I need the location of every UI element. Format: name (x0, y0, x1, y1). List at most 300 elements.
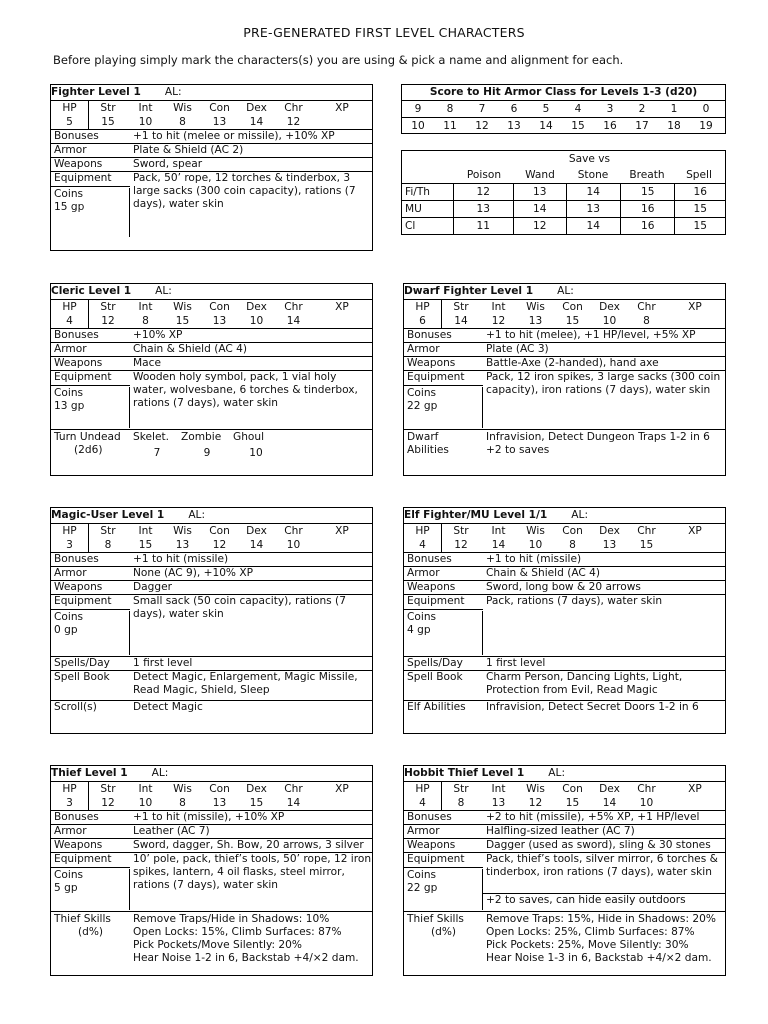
stat-value: 13 (491, 797, 506, 809)
row-label: Bonuses (407, 553, 452, 565)
stat-block (404, 781, 725, 810)
stat-value: 4 (51, 314, 89, 328)
ac-cell: 6 (510, 103, 518, 115)
alignment-label: AL: (571, 509, 589, 521)
thief-skill-line: Remove Traps: 15%, Hide in Shadows: 20% (486, 913, 716, 925)
row-value: Leather (AC 7) (133, 825, 210, 837)
thief-skill-line: Open Locks: 25%, Climb Surfaces: 87% (486, 926, 695, 938)
row-label: Scroll(s) (54, 701, 97, 713)
stat-header: Str (453, 783, 469, 795)
stat-value: 8 (457, 797, 465, 809)
equipment-value: Pack, rations (7 days), water skin (486, 595, 663, 607)
bonuses-row (51, 328, 372, 342)
stat-header: Int (138, 783, 153, 795)
alignment-label: AL: (557, 285, 574, 297)
stat-value: 10 (639, 797, 654, 809)
stat-value: 4 (404, 538, 442, 552)
row-value: +1 to hit (missile) (486, 553, 582, 565)
ac-cell: 7 (478, 103, 486, 115)
stat-header: Wis (173, 525, 192, 537)
coins-label: Coins (54, 611, 84, 623)
stat-block (404, 523, 725, 552)
hit-cell: 17 (635, 120, 649, 132)
armor-row (404, 824, 725, 838)
save-cell: 14 (567, 184, 621, 200)
coins-box (51, 387, 130, 428)
equipment-block (51, 594, 372, 656)
ac-cell: 8 (446, 103, 454, 115)
save-class: MU (402, 201, 454, 217)
row-label: Weapons (407, 581, 456, 593)
hit-cell: 16 (603, 120, 617, 132)
card-title: Cleric Level 1 (51, 285, 132, 297)
abilities-row (404, 700, 725, 714)
thief-skill-line: Pick Pockets/Move Silently: 20% (133, 939, 302, 951)
undead-type: Zombie (181, 431, 222, 443)
stat-header: HP (404, 782, 442, 796)
stat-header: Wis (173, 783, 192, 795)
stat-header: Int (138, 301, 153, 313)
row-value: +10% XP (133, 329, 183, 341)
row-value: Detect Magic (133, 701, 203, 713)
stat-value: 10 (138, 797, 153, 809)
thief-skills-label: Thief Skills (54, 913, 111, 925)
magic-user-card (50, 507, 373, 734)
stat-value: 13 (528, 315, 543, 327)
row-label: Bonuses (407, 811, 452, 823)
hit-cell: 18 (667, 120, 681, 132)
equipment-label: Equipment (404, 853, 483, 868)
row-value: Plate & Shield (AC 2) (133, 144, 244, 156)
ac-cell: 5 (542, 103, 550, 115)
thief-skills-row (51, 911, 372, 972)
stat-header: XP (335, 783, 349, 795)
row-label: Bonuses (54, 329, 99, 341)
save-cell: 13 (567, 201, 621, 217)
row-value: Detect Magic, Enlargement, Magic Missile, Read Magic, Shield, Sleep (133, 671, 358, 696)
alignment-label: AL: (155, 285, 172, 297)
row-value: Mace (133, 357, 161, 369)
save-cell: 14 (514, 201, 567, 217)
equipment-value: Wooden holy symbol, pack, 1 vial holy water, wolvesbane, 6 torches & tinderbox, rations (7 days), water skin (133, 371, 358, 409)
coins-box (404, 611, 483, 655)
coins-value: 5 gp (54, 882, 78, 894)
row-value: Sword, long bow & 20 arrows (486, 581, 641, 593)
bonuses-row (51, 552, 372, 566)
abilities-row (404, 429, 725, 463)
coins-label: Coins (54, 387, 84, 399)
page-intro: Before playing simply mark the characters(s) you are using & pick a name and alignment for each. (53, 53, 624, 67)
stat-value: 12 (528, 797, 543, 809)
row-label: Spell Book (407, 671, 463, 683)
undead-type: Skelet. (133, 431, 169, 443)
stat-header: Str (100, 301, 116, 313)
stat-header: XP (688, 783, 702, 795)
stat-header: Chr (637, 301, 656, 313)
stat-value: 10 (138, 116, 153, 128)
ac-cell: 2 (638, 103, 646, 115)
coins-label: Coins (54, 869, 84, 881)
coins-value: 15 gp (54, 201, 85, 213)
stat-value: 15 (249, 797, 264, 809)
stat-header: Int (491, 301, 506, 313)
stat-header: XP (335, 301, 349, 313)
fighter-card (50, 84, 373, 251)
stat-header: Con (209, 525, 230, 537)
ac-cell: 0 (702, 103, 710, 115)
save-cell: 13 (514, 184, 567, 200)
stat-value: 12 (212, 539, 227, 551)
equipment-label: Equipment (51, 371, 130, 386)
row-value: 1 first level (133, 657, 193, 669)
stat-value: 13 (602, 539, 617, 551)
stat-header: Dex (599, 301, 620, 313)
stat-header: HP (51, 524, 89, 538)
stat-header: Str (453, 301, 469, 313)
stat-header: XP (688, 525, 702, 537)
row-value: Battle-Axe (2-handed), hand axe (486, 357, 659, 369)
stat-header: Dex (246, 301, 267, 313)
save-cell: 15 (693, 220, 707, 232)
stat-block (404, 299, 725, 328)
stat-header: Chr (284, 102, 303, 114)
save-header: Stone (577, 169, 609, 181)
stat-header: Chr (637, 525, 656, 537)
hit-cell: 10 (411, 120, 425, 132)
stat-header: Dex (246, 525, 267, 537)
stat-value: 12 (454, 539, 468, 551)
scrolls-row (51, 700, 372, 714)
save-cell: 15 (621, 184, 675, 200)
stat-header: Str (453, 525, 469, 537)
stat-value: 15 (639, 539, 654, 551)
weapons-row (51, 838, 372, 852)
card-title: Thief Level 1 (51, 767, 128, 779)
coins-box (404, 387, 483, 428)
equipment-label: Equipment (404, 371, 483, 386)
stat-value: 14 (249, 539, 264, 551)
thief-skill-line: Open Locks: 15%, Climb Surfaces: 87% (133, 926, 342, 938)
hobbit-extra-ability: +2 to saves, can hide easily outdoors (483, 893, 725, 907)
equipment-value: Pack, 12 iron spikes, 3 large sacks (300 coin capacity), iron rations (7 days), water skin (486, 371, 721, 396)
stat-header: Wis (526, 525, 545, 537)
stat-value: 15 (565, 315, 580, 327)
save-cell: 12 (454, 184, 514, 200)
row-label: Spells/Day (54, 657, 110, 669)
stat-value: 14 (286, 315, 301, 327)
row-label: Bonuses (54, 553, 99, 565)
stat-header: Int (491, 525, 506, 537)
stat-value: 8 (179, 116, 186, 128)
save-row (402, 201, 725, 218)
row-value: Chain & Shield (AC 4) (486, 567, 601, 579)
armor-row (51, 342, 372, 356)
stat-header: HP (404, 300, 442, 314)
stat-header: Str (100, 525, 116, 537)
stat-header: XP (335, 525, 349, 537)
stat-header: HP (51, 300, 89, 314)
stat-value: 14 (249, 116, 264, 128)
stat-value: 15 (565, 797, 580, 809)
table-title: Score to Hit Armor Class for Levels 1-3 (d20) (429, 86, 698, 98)
abilities-label: Dwarf Abilities (407, 431, 449, 456)
coins-box (51, 611, 130, 655)
stat-header: Con (562, 525, 583, 537)
hit-cell: 13 (507, 120, 521, 132)
armor-row (404, 566, 725, 580)
row-label: Armor (407, 825, 440, 837)
spells-per-day-row (51, 656, 372, 670)
ac-cell: 9 (414, 103, 422, 115)
stat-value: 13 (175, 539, 190, 551)
coins-label: Coins (54, 188, 84, 200)
stat-header: Dex (246, 783, 267, 795)
save-cell: 14 (567, 218, 621, 234)
bonuses-row (404, 810, 725, 824)
turn-value: 10 (249, 447, 263, 459)
armor-row (51, 566, 372, 580)
hit-cell: 11 (443, 120, 457, 132)
weapons-row (404, 580, 725, 594)
alignment-label: AL: (188, 509, 206, 521)
thief-skill-line: Remove Traps/Hide in Shadows: 10% (133, 913, 330, 925)
hit-cell: 19 (699, 120, 713, 132)
stat-header: XP (335, 102, 349, 114)
card-title: Hobbit Thief Level 1 (404, 767, 525, 779)
stat-value: 8 (179, 797, 186, 809)
stat-values (51, 115, 372, 129)
thief-card (50, 765, 373, 976)
stat-header: Chr (284, 525, 303, 537)
spells-per-day-row (404, 656, 725, 670)
row-label: Spell Book (54, 671, 110, 683)
row-value: Halfling-sized leather (AC 7) (486, 825, 635, 837)
row-value: +1 to hit (melee or missile), +10% XP (133, 130, 335, 142)
bonuses-row (404, 552, 725, 566)
stat-header: HP (51, 101, 89, 115)
stat-header: Dex (246, 102, 267, 114)
stat-value: 12 (491, 315, 506, 327)
stat-value: 3 (51, 538, 89, 552)
row-label: Bonuses (54, 130, 99, 142)
undead-type: Ghoul (233, 431, 265, 443)
stat-value (665, 314, 725, 328)
stat-value (312, 115, 372, 129)
turn-value: 9 (203, 447, 211, 459)
saves-table (401, 150, 726, 235)
stat-value: 13 (212, 797, 227, 809)
coins-box (51, 869, 130, 910)
dwarf-card (403, 283, 726, 476)
equipment-value: Pack, 50’ rope, 12 torches & tinderbox, 3 large sacks (300 coin capacity), rations (7 days), water skin (133, 172, 356, 210)
thief-skill-line: Hear Noise 1-3 in 6, Backstab +4/×2 dam. (486, 952, 712, 964)
stat-header: XP (688, 301, 702, 313)
save-header: Breath (629, 169, 665, 181)
save-class: Fi/Th (402, 184, 454, 200)
coins-value: 22 gp (407, 882, 438, 894)
coins-value: 22 gp (407, 400, 438, 412)
turn-undead-label: Turn Undead (54, 431, 121, 443)
coins-value: 0 gp (54, 624, 78, 636)
equipment-value: 10’ pole, pack, thief’s tools, 50’ rope, 12 iron spikes, lantern, 4 oil flasks, steel mirror, rations (7 days), water skin (133, 853, 372, 891)
stat-header: Chr (637, 783, 656, 795)
stat-value: 5 (51, 115, 89, 129)
abilities-value: Infravision, Detect Dungeon Traps 1-2 in 6 +2 to saves (486, 431, 710, 456)
ac-cell: 3 (606, 103, 614, 115)
stat-value: 14 (454, 315, 468, 327)
save-cell: 16 (693, 186, 707, 198)
stat-header: Con (209, 783, 230, 795)
stat-value: 8 (104, 539, 112, 551)
coins-box (404, 869, 483, 910)
hit-cell: 15 (571, 120, 585, 132)
stat-value: 10 (249, 315, 264, 327)
spell-book-row (51, 670, 372, 700)
stat-header: Wis (526, 783, 545, 795)
save-header: Poison (466, 169, 502, 181)
row-value: Sword, spear (133, 158, 203, 170)
row-label: Weapons (407, 357, 456, 369)
hobbit-card (403, 765, 726, 976)
bonuses-row (51, 129, 372, 143)
stat-header: Chr (284, 783, 303, 795)
stat-block (51, 100, 372, 129)
stat-header: Str (100, 102, 116, 114)
row-value: Dagger (133, 581, 172, 593)
stat-value: 15 (175, 315, 190, 327)
row-label: Bonuses (407, 329, 452, 341)
stat-header: Wis (173, 301, 192, 313)
equipment-block (404, 594, 725, 656)
stat-header: HP (404, 524, 442, 538)
row-label: Weapons (407, 839, 456, 851)
hit-cell: 12 (475, 120, 489, 132)
elf-card (403, 507, 726, 734)
stat-value: 12 (101, 315, 115, 327)
coins-value: 13 gp (54, 400, 85, 412)
bonuses-row (51, 810, 372, 824)
armor-class-table (401, 84, 726, 134)
thief-skills-label: Thief Skills (407, 913, 464, 925)
spell-book-row (404, 670, 725, 700)
save-class: Cl (402, 218, 454, 234)
stat-value: 15 (138, 539, 153, 551)
stat-header: Con (562, 783, 583, 795)
weapons-row (404, 838, 725, 852)
save-cell: 16 (621, 201, 675, 217)
row-label: Bonuses (54, 811, 99, 823)
row-label: Armor (54, 343, 87, 355)
card-title: Dwarf Fighter Level 1 (404, 285, 534, 297)
stat-value: 12 (101, 797, 115, 809)
stat-header: Con (562, 301, 583, 313)
stat-value (665, 796, 725, 810)
row-label: Weapons (54, 357, 103, 369)
bonuses-row (404, 328, 725, 342)
page-title: PRE-GENERATED FIRST LEVEL CHARACTERS (243, 25, 525, 40)
coins-label: Coins (407, 869, 437, 881)
equipment-block (51, 370, 372, 429)
thief-skill-line: Hear Noise 1-2 in 6, Backstab +4/×2 dam. (133, 952, 359, 964)
stat-value: 14 (286, 797, 301, 809)
coins-label: Coins (407, 387, 437, 399)
stat-value: 8 (643, 315, 650, 327)
ac-row (402, 101, 725, 118)
armor-row (51, 143, 372, 157)
equipment-value: Pack, thief’s tools, silver mirror, 6 torches & tinderbox, iron rations (7 days), water skin (486, 853, 718, 878)
stat-value: 14 (491, 539, 506, 551)
ac-cell: 1 (670, 103, 678, 115)
stat-header: Dex (599, 525, 620, 537)
equipment-label: Equipment (51, 595, 130, 610)
stat-value (312, 538, 372, 552)
row-value: +1 to hit (missile) (133, 553, 229, 565)
card-title: Fighter Level 1 (51, 86, 141, 98)
weapons-row (51, 580, 372, 594)
row-label: Elf Abilities (407, 701, 466, 713)
stat-header: Chr (284, 301, 303, 313)
stat-value: 15 (101, 116, 115, 128)
hit-cell: 14 (539, 120, 553, 132)
row-label: Armor (54, 567, 87, 579)
stat-value: 3 (51, 796, 89, 810)
save-row (402, 184, 725, 201)
stat-header: Con (209, 301, 230, 313)
alignment-label: AL: (548, 767, 566, 779)
stat-value: 6 (404, 314, 442, 328)
row-value: None (AC 9), +10% XP (133, 567, 254, 579)
row-value: 1 first level (486, 657, 546, 669)
stat-header: Con (209, 102, 230, 114)
row-value: Chain & Shield (AC 4) (133, 343, 248, 355)
coins-label: Coins (407, 611, 437, 623)
row-label: Weapons (54, 839, 103, 851)
row-value: Infravision, Detect Secret Doors 1-2 in 6 (486, 701, 699, 713)
turn-undead-row (51, 429, 372, 463)
stat-headers (51, 101, 372, 115)
row-value: +1 to hit (missile), +10% XP (133, 811, 285, 823)
row-label: Armor (54, 144, 87, 156)
row-value: +1 to hit (melee), +1 HP/level, +5% XP (486, 329, 696, 341)
stat-value (312, 314, 372, 328)
turn-value: 7 (153, 447, 161, 459)
row-label: Weapons (54, 581, 103, 593)
cleric-card (50, 283, 373, 476)
stat-value: 10 (286, 539, 301, 551)
thief-skills-dice: (d%) (78, 926, 104, 938)
hit-row (402, 118, 725, 134)
turn-undead-dice: (2d6) (74, 444, 103, 456)
equipment-label: Equipment (51, 853, 130, 868)
stat-value: 12 (286, 116, 301, 128)
row-label: Armor (407, 567, 440, 579)
stat-value: 4 (404, 796, 442, 810)
stat-value (312, 796, 372, 810)
armor-row (51, 824, 372, 838)
row-value: Dagger (used as sword), sling & 30 stones (486, 839, 711, 851)
row-label: Armor (54, 825, 87, 837)
armor-row (404, 342, 725, 356)
stat-header: Dex (599, 783, 620, 795)
alignment-label: AL: (164, 86, 182, 98)
stat-value: 10 (602, 315, 617, 327)
save-cell: 11 (454, 218, 514, 234)
saves-title: Save vs (568, 153, 611, 165)
stat-header: Wis (173, 102, 192, 114)
stat-value: 13 (212, 315, 227, 327)
stat-value: 8 (142, 315, 149, 327)
stat-value: 10 (528, 539, 543, 551)
